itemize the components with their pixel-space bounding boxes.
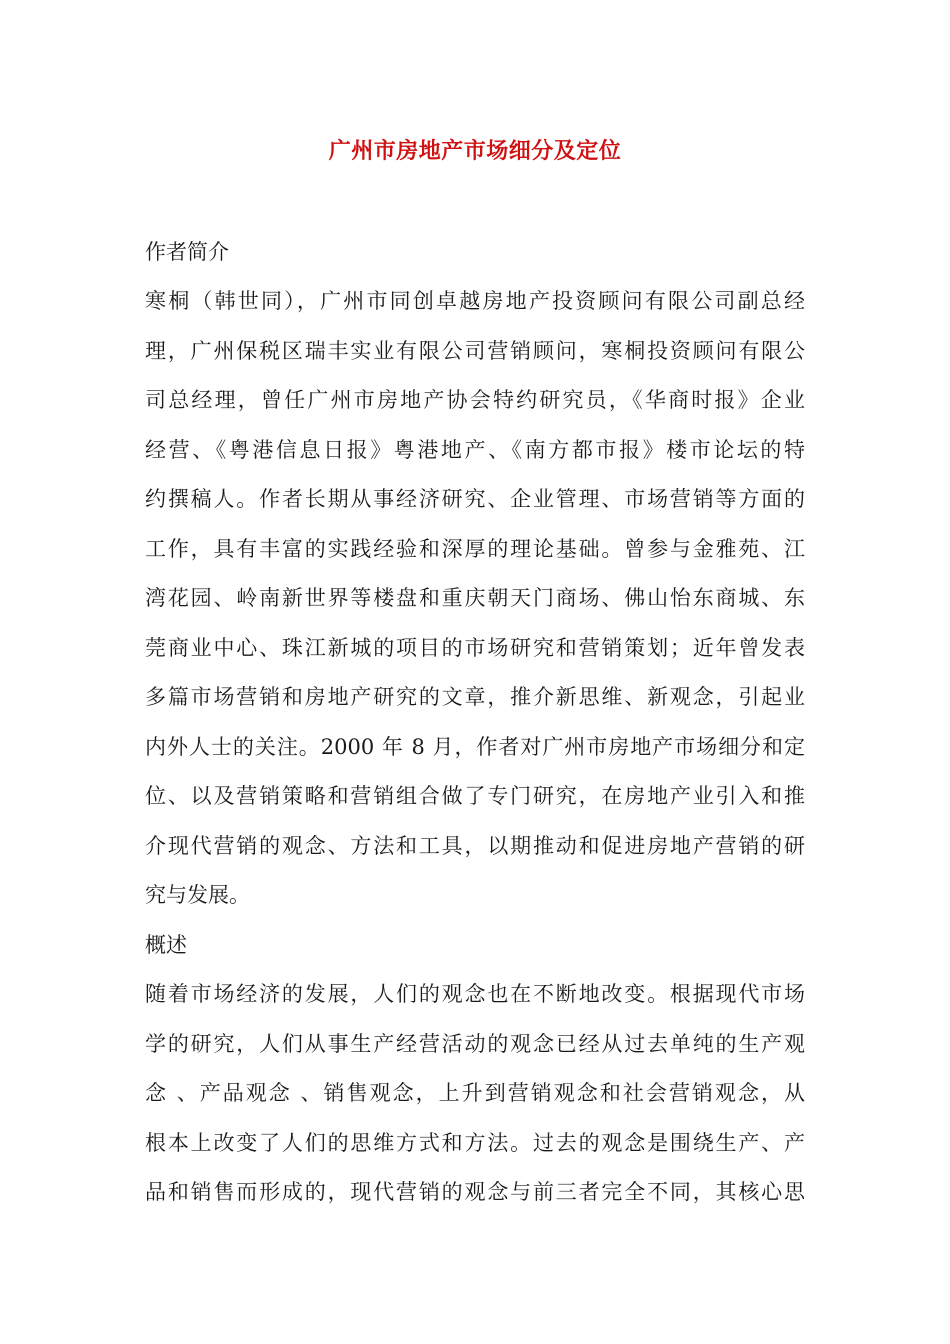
paragraph-line: 究与发展。: [145, 883, 250, 907]
paragraph-line: 内外人士的关注。2000 年 8 月，作者对广州市房地产市场细分和定: [145, 735, 805, 759]
paragraph-line: 根本上改变了人们的思维方式和方法。过去的观念是围绕生产、产: [145, 1131, 805, 1155]
paragraph-line: 莞商业中心、珠江新城的项目的市场研究和营销策划；近年曾发表: [145, 636, 805, 660]
paragraph-line: 寒桐（韩世同），广州市同创卓越房地产投资顾问有限公司副总经: [145, 289, 805, 313]
paragraph-line: 介现代营销的观念、方法和工具，以期推动和促进房地产营销的研: [145, 834, 805, 858]
paragraph-line: 工作，具有丰富的实践经验和深厚的理论基础。曾参与金雅苑、江: [145, 537, 805, 561]
document-title: 广州市房地产市场细分及定位: [328, 138, 622, 164]
paragraph-line: 念 、产品观念 、销售观念，上升到营销观念和社会营销观念，从: [145, 1081, 805, 1105]
paragraph-line: 约撰稿人。作者长期从事经济研究、企业管理、市场营销等方面的: [145, 487, 805, 511]
paragraph-line: 学的研究，人们从事生产经营活动的观念已经从过去单纯的生产观: [145, 1032, 805, 1056]
section-heading-overview: 概述: [145, 933, 187, 957]
paragraph-line: 经营、《粤港信息日报》粤港地产、《南方都市报》楼市论坛的特: [145, 438, 805, 462]
paragraph-line: 位、以及营销策略和营销组合做了专门研究，在房地产业引入和推: [145, 784, 805, 808]
paragraph-line: 司总经理，曾任广州市房地产协会特约研究员，《华商时报》企业: [145, 388, 805, 412]
paragraph-line: 品和销售而形成的，现代营销的观念与前三者完全不同，其核心思: [145, 1180, 805, 1204]
paragraph-line: 湾花园、岭南新世界等楼盘和重庆朝天门商场、佛山怡东商城、东: [145, 586, 805, 610]
paragraph-line: 随着市场经济的发展，人们的观念也在不断地改变。根据现代市场: [145, 982, 805, 1006]
paragraph-line: 理，广州保税区瑞丰实业有限公司营销顾问，寒桐投资顾问有限公: [145, 339, 805, 363]
section-heading-author: 作者简介: [145, 240, 229, 264]
paragraph-line: 多篇市场营销和房地产研究的文章，推介新思维、新观念，引起业: [145, 685, 805, 709]
